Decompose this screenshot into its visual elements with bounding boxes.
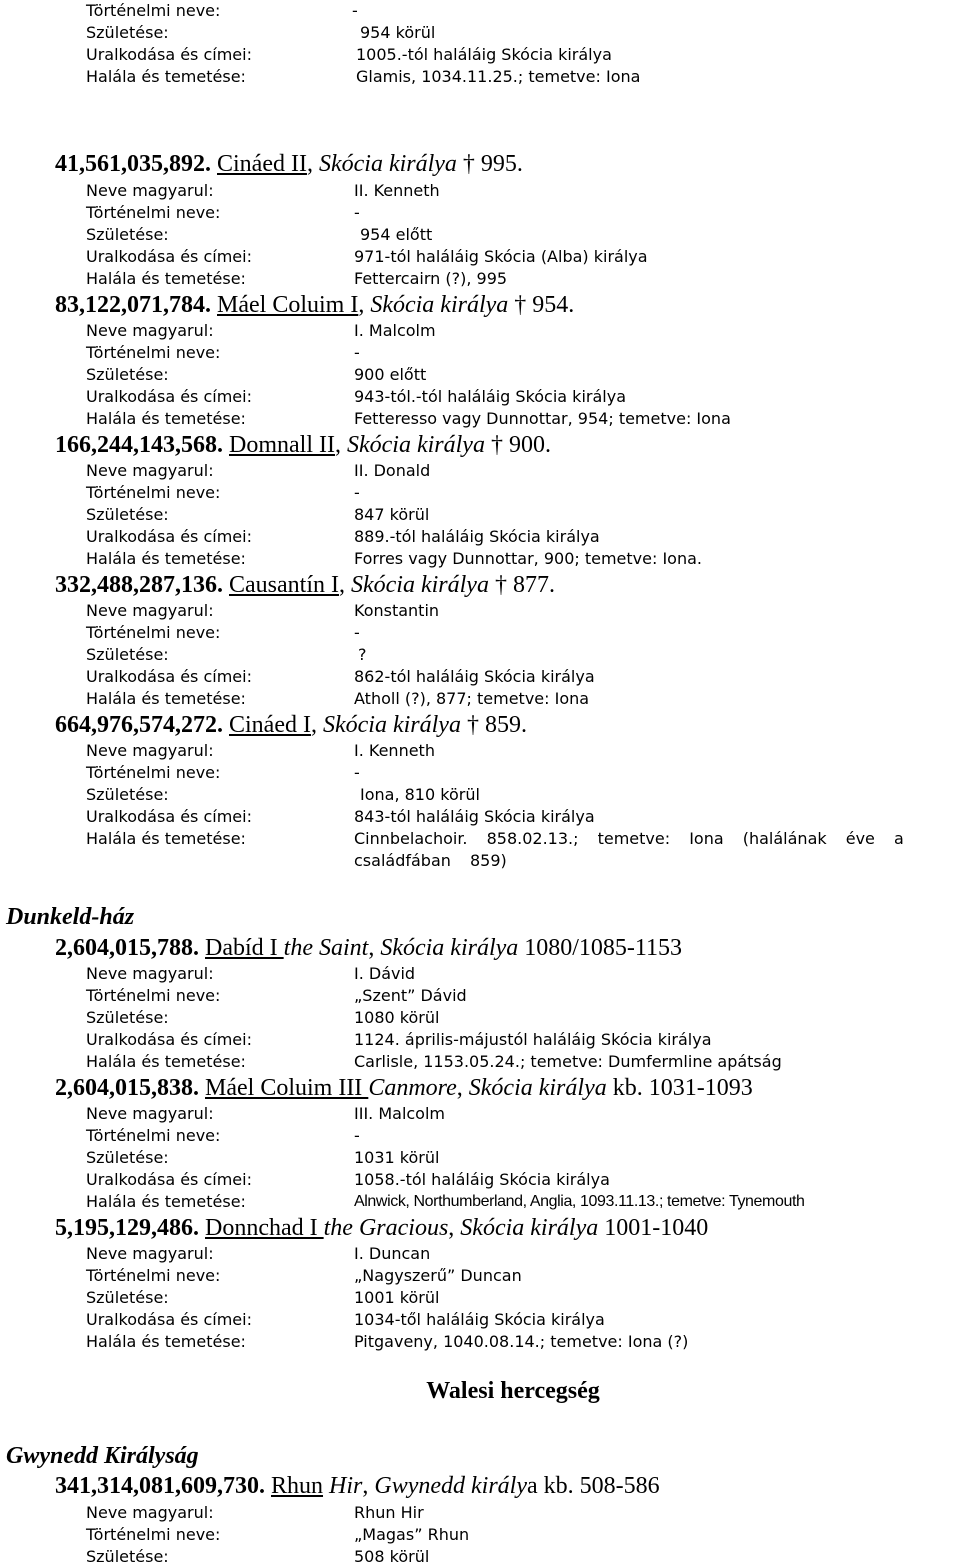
death-row [86,828,946,872]
label: Születése: [86,1148,169,1167]
hungarian-name-row [86,963,946,985]
value: Pitgaveny, 1040.08.14.; temetve: Iona (?) [354,1332,689,1351]
value: II. Kenneth [354,181,440,200]
label: Születése: [86,1288,169,1307]
person-heading: 332,488,287,136. Causantín I, Skócia királya † 877. [55,572,555,598]
hungarian-name-row [86,180,946,202]
birth-row [86,22,946,44]
person-record [86,740,946,872]
value: 1124. április-májustól haláláig Skócia királya [354,1030,712,1049]
value: I. Duncan [354,1244,431,1263]
value: 889.-tól haláláig Skócia királya [354,527,600,546]
label: Uralkodása és címei: [86,807,252,826]
value: Rhun Hir [354,1503,424,1522]
value: „Magas” Rhun [354,1525,470,1544]
person-heading: 2,604,015,838. Máel Coluim III Canmore, Skócia királya kb. 1031-1093 [55,1075,753,1101]
label: Uralkodása és címei: [86,667,252,686]
value: 1031 körül [354,1148,440,1167]
value: - [354,1126,360,1145]
value: Fettercairn (?), 995 [354,269,508,288]
label: Uralkodása és címei: [86,527,252,546]
person-name-link[interactable]: Cináed II [217,151,307,177]
death-row [86,1051,946,1073]
record-continued [86,0,946,88]
section-title: Walesi hercegség [426,1378,600,1404]
value: - [354,483,360,502]
death-row [86,688,946,710]
label: Történelmi neve: [86,986,221,1005]
value: I. Malcolm [354,321,436,340]
reign-row [86,526,946,548]
hungarian-name-row [86,1243,946,1265]
birth-row [86,1007,946,1029]
value: III. Malcolm [354,1104,445,1123]
birth-row [86,1147,946,1169]
value: 1034-től haláláig Skócia királya [354,1310,605,1329]
value: Forres vagy Dunnottar, 900; temetve: Iona. [354,549,702,568]
person-heading: 2,604,015,788. Dabíd I the Saint, Skócia királya 1080/1085-1153 [55,935,683,961]
person-name-link[interactable]: Máel Coluim III [205,1075,369,1101]
hungarian-name-row [86,600,946,622]
death-row [86,408,946,430]
label: Történelmi neve: [86,1,221,20]
person-record [86,600,946,710]
historical-name-row [86,1265,946,1287]
person-record [86,1502,946,1568]
value: 1001 körül [354,1288,440,1307]
reign-row [86,386,946,408]
birth-row [86,1287,946,1309]
person-heading: 41,561,035,892. Cináed II, Skócia királya † 995. [55,151,523,177]
label: Neve magyarul: [86,964,214,983]
death-row [86,1191,946,1213]
value: I. Dávid [354,964,416,983]
value: 954 körül [360,23,436,42]
value: „Nagyszerű” Duncan [354,1266,522,1285]
reign-row [86,806,946,828]
value: 862-tól haláláig Skócia királya [354,667,595,686]
value: „Szent” Dávid [354,986,467,1005]
label: Halála és temetése: [86,67,246,86]
value: 1005.-tól haláláig Skócia királya [356,45,612,64]
value: Cinnbelachoir. 858.02.13.; temetve: Iona (halálának éve a családfában 859) [354,829,904,870]
reign-row [86,666,946,688]
historical-name-row [86,985,946,1007]
person-heading: 664,976,574,272. Cináed I, Skócia királya † 859. [55,712,527,738]
value: - [352,1,358,20]
label: Történelmi neve: [86,483,221,502]
value: 843-tól haláláig Skócia királya [354,807,595,826]
value: 1058.-tól haláláig Skócia királya [354,1170,610,1189]
label: Születése: [86,785,169,804]
value: I. Kenneth [354,741,435,760]
birth-row [86,644,946,666]
person-record [86,460,946,570]
house-heading: Dunkeld-ház [6,904,135,930]
house-heading: Gwynedd Királyság [6,1443,199,1469]
birth-row [86,504,946,526]
value: Iona, 810 körül [360,785,480,804]
person-name-link[interactable]: Causantín I [229,572,339,598]
hungarian-name-row [86,320,946,342]
historical-name-row [86,1125,946,1147]
value: - [354,763,360,782]
label: Neve magyarul: [86,1104,214,1123]
person-heading: 5,195,129,486. Donnchad I the Gracious, Skócia királya 1001-1040 [55,1215,709,1241]
value: - [354,203,360,222]
person-record [86,1103,946,1213]
death-row [86,66,946,88]
value: 900 előtt [354,365,427,384]
label: Halála és temetése: [86,1192,246,1211]
label: Halála és temetése: [86,689,246,708]
death-row [86,1331,946,1353]
person-name-link[interactable]: Máel Coluim I [217,292,359,318]
reign-row [86,44,946,66]
label: Neve magyarul: [86,1503,214,1522]
person-record [86,320,946,430]
value: Carlisle, 1153.05.24.; temetve: Dumfermline apátság [354,1052,782,1071]
label: Uralkodása és címei: [86,1170,252,1189]
person-record [86,963,946,1073]
value: Fetteresso vagy Dunnottar, 954; temetve: Iona [354,409,731,428]
label: Neve magyarul: [86,1244,214,1263]
value: 943-tól.-tól haláláig Skócia királya [354,387,626,406]
historical-name-row [86,202,946,224]
historical-name-row [86,482,946,504]
value: 954 előtt [360,225,433,244]
value: 847 körül [354,505,430,524]
hungarian-name-row [86,1103,946,1125]
label: Uralkodása és címei: [86,1310,252,1329]
historical-name-row [86,762,946,784]
historical-name-row [86,1524,946,1546]
birth-row [86,1546,946,1568]
label: Történelmi neve: [86,763,221,782]
reign-row [86,246,946,268]
label: Halála és temetése: [86,269,246,288]
label: Halála és temetése: [86,409,246,428]
value: - [354,623,360,642]
value: 508 körül [354,1547,430,1566]
historical-name-row [86,0,946,22]
label: Neve magyarul: [86,321,214,340]
person-name-link[interactable]: Cináed I [229,712,311,738]
person-heading: 341,314,081,609,730. Rhun Hir, Gwynedd királya kb. 508-586 [55,1473,660,1499]
label: Történelmi neve: [86,623,221,642]
value: Atholl (?), 877; temetve: Iona [354,689,590,708]
death-row [86,548,946,570]
historical-name-row [86,342,946,364]
birth-row [86,364,946,386]
label: Uralkodása és címei: [86,247,252,266]
person-name-link[interactable]: Donnchad I [205,1215,324,1241]
label: Történelmi neve: [86,1126,221,1145]
label: Születése: [86,505,169,524]
label: Neve magyarul: [86,741,214,760]
value: Alnwick, Northumberland, Anglia, 1093.11.13.; temetve: Tynemouth [354,1193,805,1210]
value: 971-tól haláláig Skócia (Alba) királya [354,247,648,266]
label: Születése: [86,365,169,384]
label: Halála és temetése: [86,1052,246,1071]
label: Uralkodása és címei: [86,45,252,64]
person-record [86,1243,946,1353]
person-record [86,180,946,290]
value: 1080 körül [354,1008,440,1027]
person-name-link[interactable]: Domnall II [229,432,335,458]
value: Konstantin [354,601,440,620]
label: Neve magyarul: [86,461,214,480]
label: Neve magyarul: [86,181,214,200]
hungarian-name-row [86,1502,946,1524]
label: Születése: [86,1547,169,1566]
birth-row [86,784,946,806]
label: Halála és temetése: [86,549,246,568]
hungarian-name-row [86,740,946,762]
reign-row [86,1029,946,1051]
value: ? [358,645,367,664]
birth-row [86,224,946,246]
label: Születése: [86,23,169,42]
value: II. Donald [354,461,431,480]
label: Halála és temetése: [86,1332,246,1351]
person-name-link[interactable]: Rhun [271,1473,324,1499]
reign-row [86,1169,946,1191]
hungarian-name-row [86,460,946,482]
reign-row [86,1309,946,1331]
value: - [354,343,360,362]
person-heading: 166,244,143,568. Domnall II, Skócia királya † 900. [55,432,551,458]
value: Glamis, 1034.11.25.; temetve: Iona [356,67,641,86]
label: Történelmi neve: [86,1266,221,1285]
label: Születése: [86,645,169,664]
label: Születése: [86,1008,169,1027]
historical-name-row [86,622,946,644]
person-heading: 83,122,071,784. Máel Coluim I, Skócia királya † 954. [55,292,575,318]
label: Születése: [86,225,169,244]
label: Uralkodása és címei: [86,387,252,406]
death-row [86,268,946,290]
label: Történelmi neve: [86,343,221,362]
label: Neve magyarul: [86,601,214,620]
label: Halála és temetése: [86,829,246,848]
label: Történelmi neve: [86,203,221,222]
person-name-link[interactable]: Dabíd I [205,935,284,961]
label: Történelmi neve: [86,1525,221,1544]
label: Uralkodása és címei: [86,1030,252,1049]
